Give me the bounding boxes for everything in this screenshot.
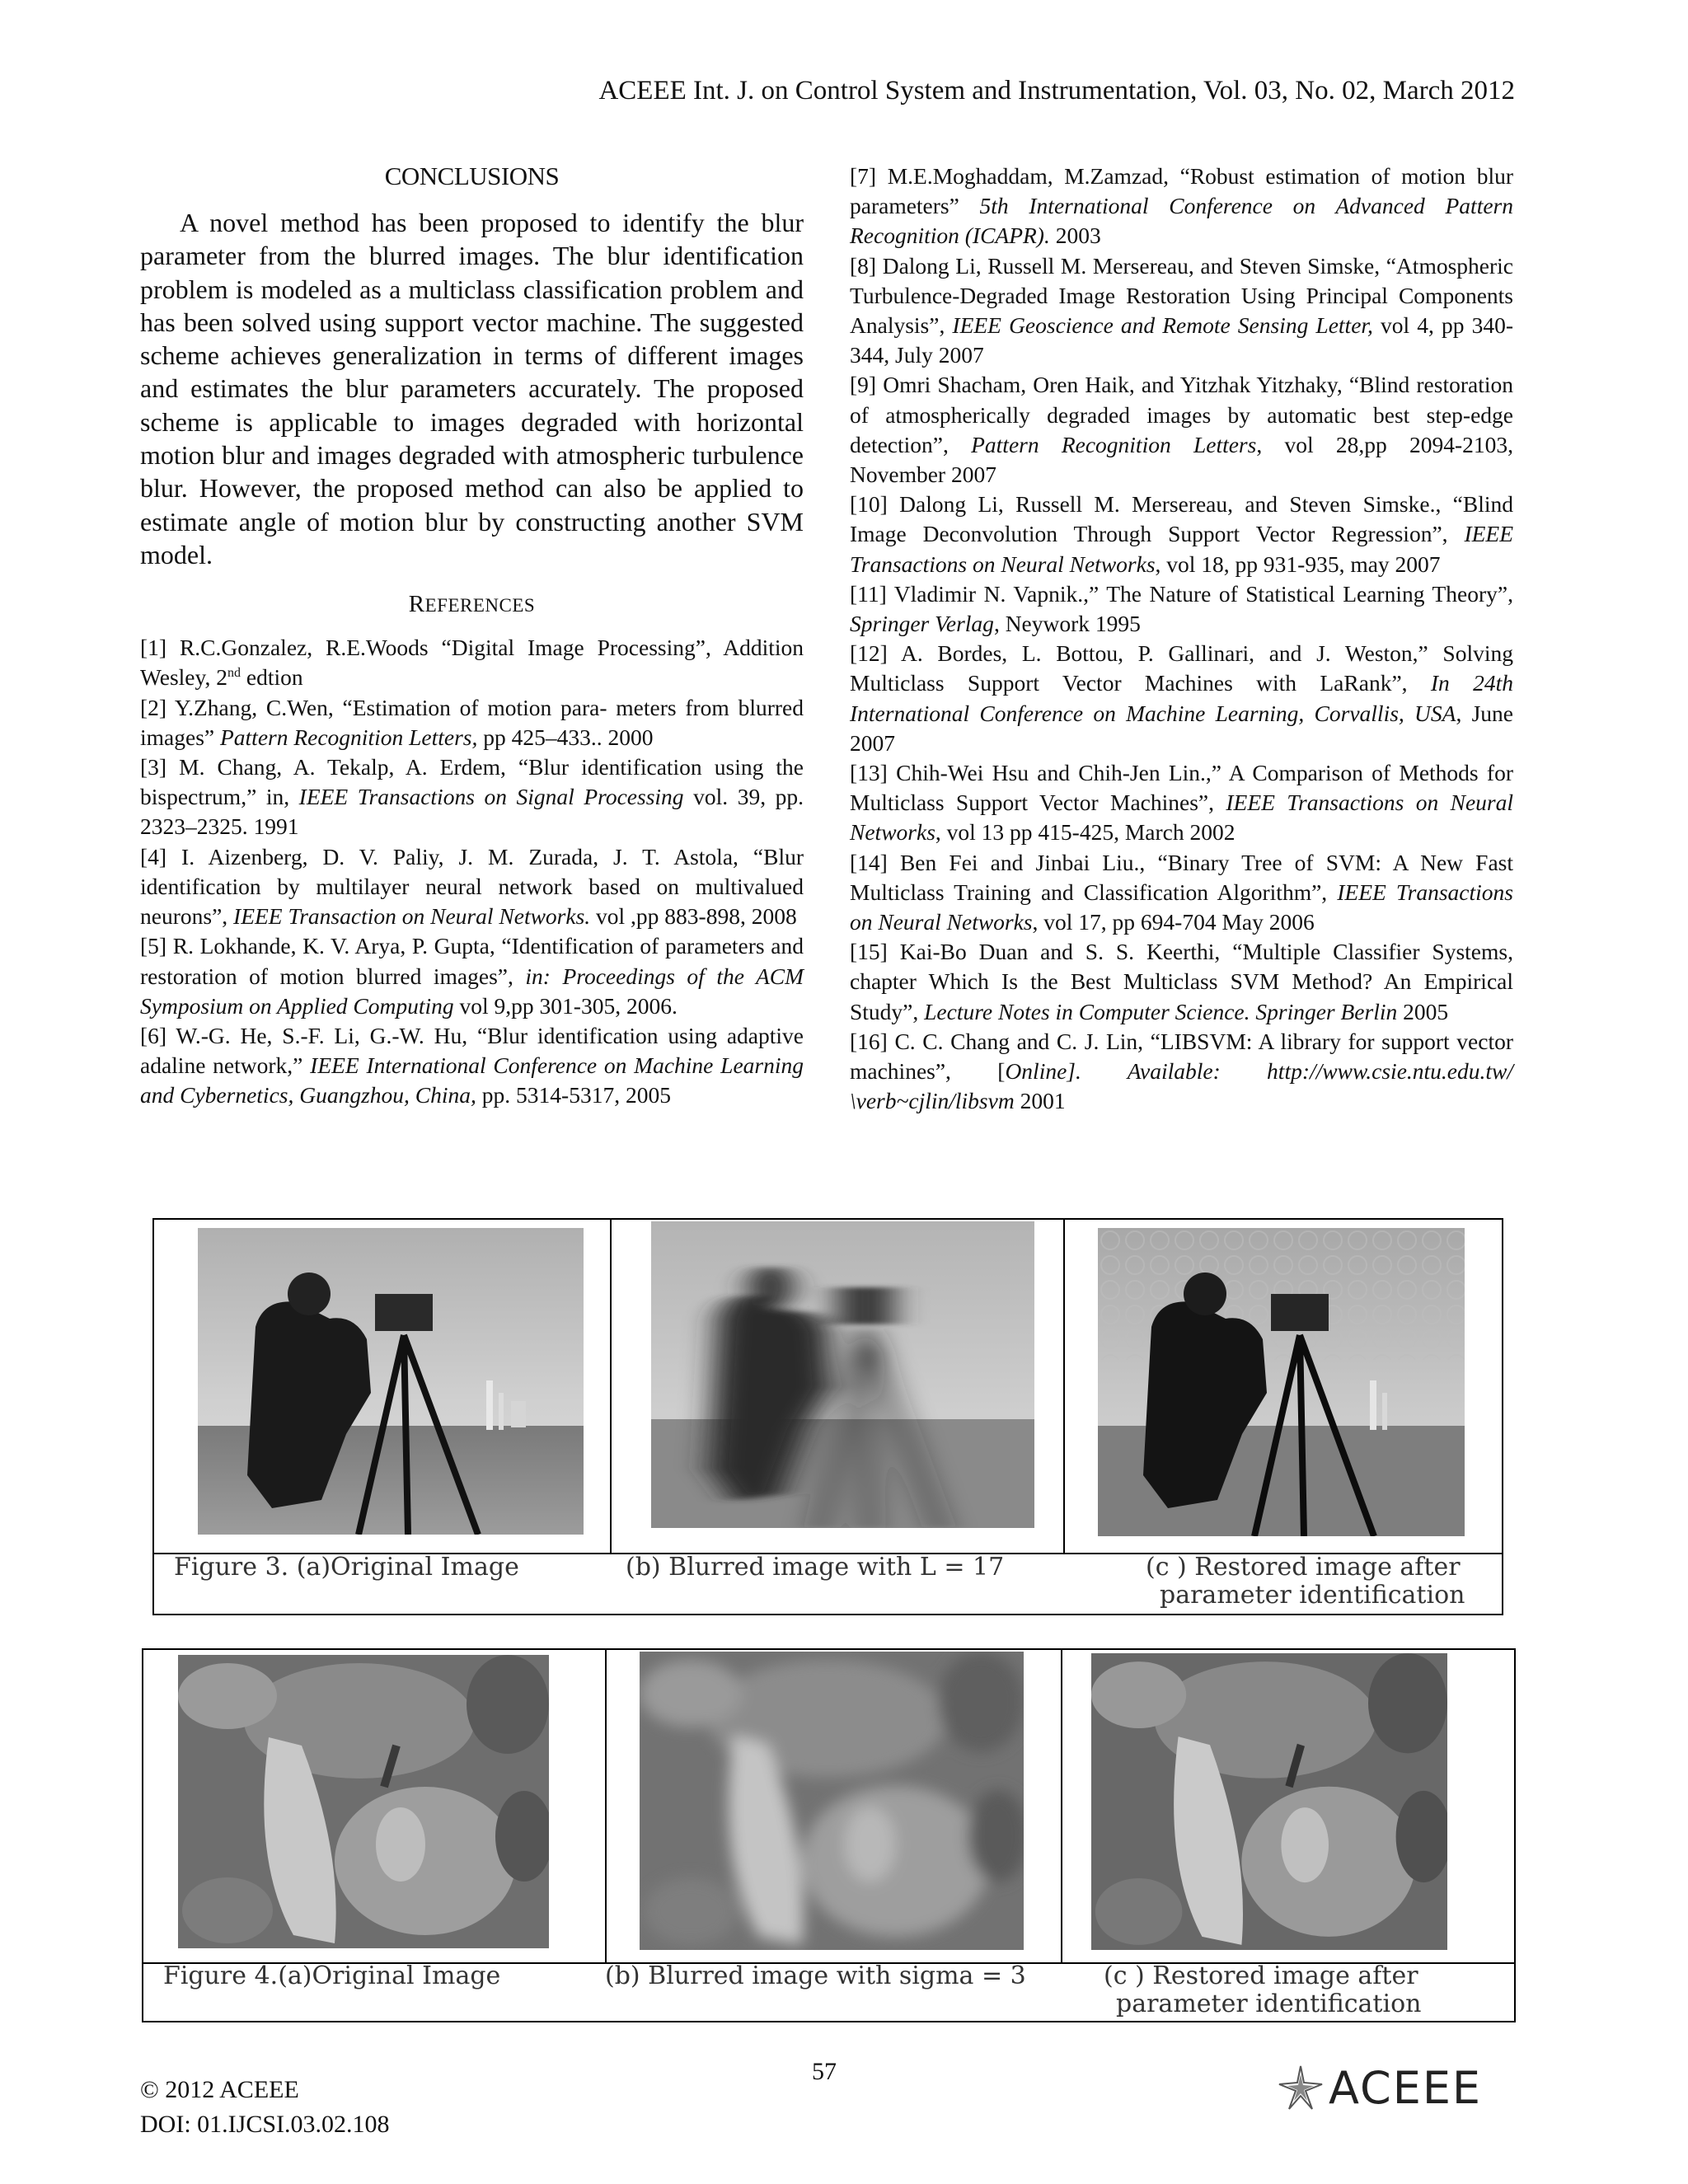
reference-venue: Springer Verlag	[850, 611, 994, 637]
fig4-caption-a: Figure 4.(a)Original Image	[163, 1961, 501, 1990]
reference-7	[850, 162, 1513, 251]
fig3-caption-a: Figure 3. (a)Original Image	[174, 1553, 519, 1582]
fig4-blurred-image	[640, 1652, 1024, 1950]
reference-text: [8] Dalong Li, Russell M. Mersereau, and Steven Simske, “Atmospheric Turbulence-Degraded Image Restoration Using Principal Components Analysis”,	[850, 252, 1513, 339]
reference-details: , vol 28,pp 2094-2103, November 2007	[850, 431, 1513, 488]
reference-text: [13] Chih-Wei Hsu and Chih-Jen Lin.,” A Comparison of Methods for Multiclass Support Vector Machines”,	[850, 760, 1513, 816]
fig4-original-image	[178, 1655, 549, 1948]
fig4-caption-c-line2: parameter identification	[1116, 1990, 1422, 2018]
reference-16	[850, 1027, 1513, 1117]
reference-venue: in: Proceedings of the ACM Symposium on Applied Computing	[140, 963, 804, 1019]
reference-venue: IEEE Transactions on Neural Networks	[850, 521, 1513, 577]
reference-8	[850, 251, 1513, 371]
fig3-caption-b: (b) Blurred image with L = 17	[626, 1553, 1005, 1582]
reference-venue: Lecture Notes in Computer Science. Springer Berlin	[924, 998, 1398, 1024]
references-heading-initial: R	[408, 591, 425, 618]
reference-venue: Pattern Recognition Letters	[971, 431, 1257, 457]
reference-venue: In 24th International Conference on Machine Learning, Corvallis, USA	[850, 670, 1513, 726]
reference-2	[140, 693, 804, 752]
reference-13	[850, 758, 1513, 848]
reference-venue: IEEE Transaction on Neural Networks.	[233, 903, 591, 930]
reference-text: [15] Kai-Bo Duan and S. S. Keerthi, “Multiple Classifier Systems, chapter Which Is the Best Multiclass SVM Method? An Empirical Study”,	[850, 939, 1513, 1024]
reference-9	[850, 370, 1513, 490]
fig3-caption-c: (c ) Restored image after	[1146, 1553, 1461, 1582]
fig4-caption-b: (b) Blurred image with sigma = 3	[605, 1961, 1026, 1990]
reference-details: pp. 5314-5317, 2005	[476, 1082, 671, 1108]
reference-venue: IEEE International Conference on Machine Learning and Cybernetics, Guangzhou, China,	[140, 1052, 804, 1108]
reference-details: vol 4, pp 340-344, July 2007	[850, 312, 1513, 368]
fig3-blurred-image	[651, 1221, 1034, 1528]
fig3-original-image	[198, 1228, 584, 1535]
fig4-restored-image	[1091, 1653, 1447, 1950]
reference-details: , vol 17, pp 694-704 May 2006	[1032, 909, 1315, 935]
reference-14	[850, 848, 1513, 938]
reference-text: [10] Dalong Li, Russell M. Mersereau, and Steven Simske., “Blind Image Deconvolution Through Support Vector Regression”,	[850, 491, 1513, 547]
references-heading	[140, 591, 804, 618]
references-list-right	[850, 162, 1513, 1117]
reference-details: , Neywork 1995	[993, 611, 1141, 637]
reference-details: 2001	[1014, 1088, 1066, 1114]
footer-left	[140, 2073, 390, 2142]
star-logo-icon	[1276, 2063, 1325, 2112]
reference-text: [12] A. Bordes, L. Bottou, P. Gallinari, and J. Weston,” Solving Multiclass Support Vector Machines with LaRank”,	[850, 640, 1513, 696]
reference-text: [1] R.C.Gonzalez, R.E.Woods “Digital Image Processing”, Addition Wesley, 2	[140, 635, 804, 691]
figure-3	[152, 1218, 1503, 1615]
reference-11	[850, 579, 1513, 639]
reference-text: [5] R. Lokhande, K. V. Arya, P. Gupta, “Identification of parameters and restoration of motion blurred images”,	[140, 933, 804, 989]
running-head: ACEEE Int. J. on Control System and Instrumentation, Vol. 03, No. 02, March 2012	[598, 76, 1515, 105]
reference-1	[140, 633, 804, 692]
reference-3	[140, 752, 804, 842]
logo-text: ACEEE	[1329, 2061, 1483, 2114]
reference-superscript: nd	[227, 666, 241, 681]
reference-venue: IEEE Geoscience and Remote Sensing Letter,	[952, 312, 1373, 339]
reference-details: 2003	[1049, 223, 1101, 249]
reference-text: [9] Omri Shacham, Oren Haik, and Yitzhak Yitzhaky, “Blind restoration of atmospherically degraded images by automatic best step-edge detection”,	[850, 372, 1513, 457]
reference-details: pp 425–433.. 2000	[477, 724, 654, 750]
conclusions-body: A novel method has been proposed to identify the blur parameter from the blurred images. The blur identification problem is modeled as a multiclass classification problem and has been solved using support vector machine. The suggested scheme achieves generalization in terms of different images and estimates the blur parameters accurately. The proposed scheme is applicable to images degraded with horizontal motion blur and images degraded with atmospheric turbulence blur. However, the proposed method can also be applied to estimate angle of motion blur by constructing another SVM model.	[140, 208, 804, 569]
reference-text: [16] C. C. Chang and C. J. Lin, “LIBSVM: A library for support vector machines”, [	[850, 1028, 1513, 1085]
reference-details: vol ,pp 883-898, 2008	[590, 903, 797, 930]
reference-4	[140, 842, 804, 932]
reference-text: [14] Ben Fei and Jinbai Liu., “Binary Tree of SVM: A New Fast Multiclass Training and Classification Algorithm”,	[850, 849, 1513, 905]
reference-text: [7] M.E.Moghaddam, M.Zamzad, “Robust estimation of motion blur parameters”	[850, 163, 1513, 219]
reference-details: 2005	[1397, 998, 1449, 1024]
fig3-restored-image	[1098, 1228, 1465, 1536]
references-heading-rest: EFERENCES	[424, 595, 536, 616]
reference-text: [2] Y.Zhang, C.Wen, “Estimation of motion para- meters from blurred images”	[140, 694, 804, 750]
reference-venue: IEEE Transactions on Signal Processing	[298, 784, 684, 810]
fig4-caption-c: (c ) Restored image after	[1104, 1961, 1418, 1990]
left-column	[140, 162, 804, 1111]
right-column	[850, 162, 1513, 1117]
reference-details: , vol 18, pp 931-935, may 2007	[1155, 551, 1441, 577]
page-number: 57	[812, 2058, 837, 2085]
reference-details: , vol 13 pp 415-425, March 2002	[935, 819, 1236, 846]
reference-text: [11] Vladimir N. Vapnik.,” The Nature of Statistical Learning Theory”,	[850, 580, 1513, 607]
reference-12	[850, 639, 1513, 758]
reference-venue: IEEE Transactions on Neural Networks	[850, 879, 1513, 935]
reference-10	[850, 490, 1513, 579]
doi: DOI: 01.IJCSI.03.02.108	[140, 2111, 390, 2138]
reference-text: [6] W.-G. He, S.-F. Li, G.-W. Hu, “Blur identification using adaptive adaline network,”	[140, 1022, 804, 1079]
reference-venue: 5th International Conference on Advanced Pattern Recognition (ICAPR).	[850, 193, 1513, 249]
reference-6	[140, 1021, 804, 1111]
reference-venue: Pattern Recognition Letters,	[219, 724, 478, 750]
conclusions-heading: CONCLUSIONS	[384, 162, 560, 190]
reference-venue: Online]. Available: http://www.csie.ntu.edu.tw/ \verb~cjlin/libsvm	[850, 1058, 1513, 1114]
reference-15	[850, 937, 1513, 1027]
reference-details: vol 9,pp 301-305, 2006.	[453, 992, 678, 1019]
figure-4	[142, 1648, 1516, 2022]
copyright: © 2012 ACEEE	[140, 2076, 299, 2103]
reference-text: [4] I. Aizenberg, D. V. Paliy, J. M. Zurada, J. T. Astola, “Blur identification by multilayer neural network based on multivalued neurons”,	[140, 843, 804, 930]
references-list-left	[140, 633, 804, 1110]
reference-details: vol. 39, pp. 2323–2325. 1991	[140, 784, 804, 840]
reference-text: [3] M. Chang, A. Tekalp, A. Erdem, “Blur identification using the bispectrum,” in,	[140, 754, 804, 810]
fig3-caption-c-line2: parameter identification	[1160, 1581, 1465, 1610]
reference-details: , June 2007	[850, 700, 1513, 756]
reference-5	[140, 931, 804, 1021]
reference-details: edtion	[240, 664, 303, 691]
reference-venue: IEEE Transactions on Neural Networks	[850, 790, 1513, 846]
publisher-logo	[1276, 2063, 1482, 2112]
